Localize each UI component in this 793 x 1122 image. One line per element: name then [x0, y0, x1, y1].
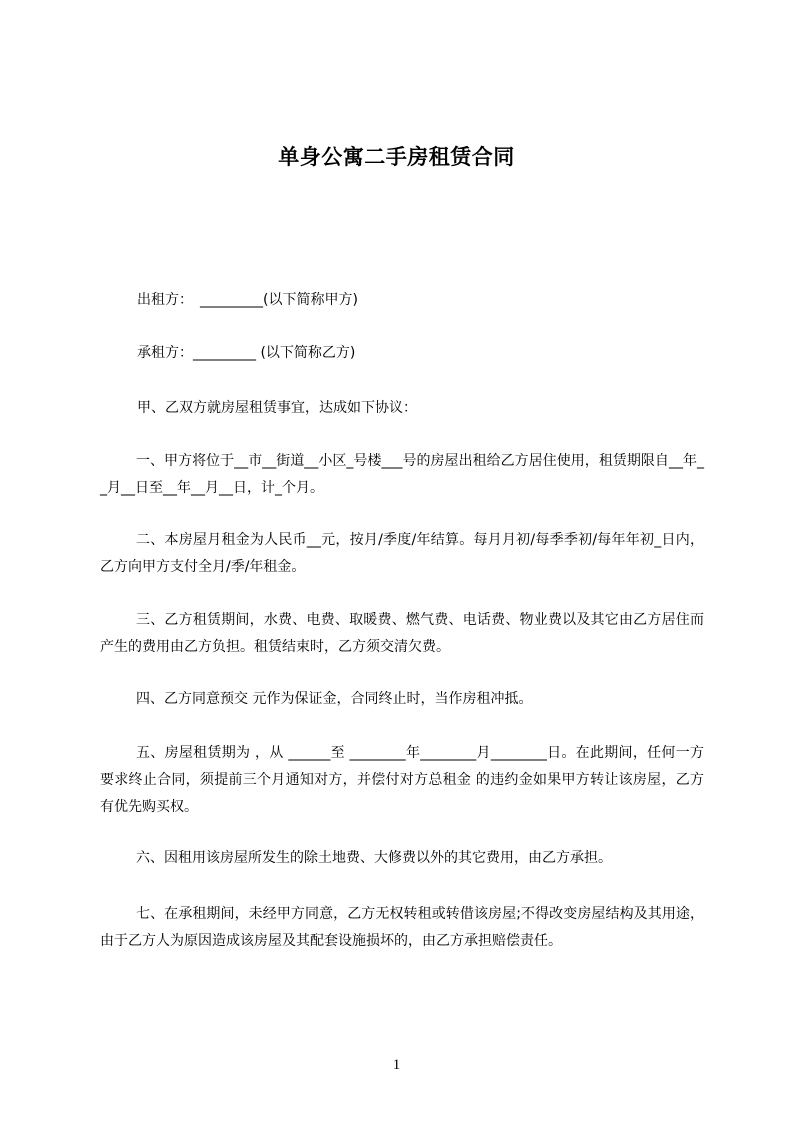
- clause-4: 四、乙方同意预交 元作为保证金，合同终止时，当作房租冲抵。: [136, 691, 533, 707]
- clause-3: 三、乙方租赁期间，水费、电费、取暖费、燃气费、电话费、物业费以及其它由乙方居住而产生的费用由乙方负担。租赁结束时，乙方须交清欠费。: [100, 612, 704, 655]
- lessee-line: 承租方：_________ (以下简称乙方): [137, 345, 356, 361]
- clause-1: 一、甲方将位于__市__街道__小区_号楼___号的房屋出租给乙方居住使用，租赁期限自__年__月__日至__年__月__日，计_个月。: [100, 453, 704, 496]
- clause-5: 五、房屋租赁期为 ，从 ______至 ________年________月________日。在此期间，任何一方要求终止合同，须提前三个月通知对方，并偿付对方总租金 的违约金如果甲方转让该房屋，乙方有优先购买权。: [100, 745, 704, 815]
- clause-6: 六、因租用该房屋所发生的除土地费、大修费以外的其它费用，由乙方承担。: [136, 850, 612, 866]
- lessor-line: 出租方： _________(以下简称甲方): [137, 292, 358, 308]
- intro-line: 甲、乙双方就房屋租赁事宜，达成如下协议：: [137, 400, 417, 416]
- page-number: 1: [392, 1057, 401, 1073]
- clause-7: 七、在承租期间，未经甲方同意，乙方无权转租或转借该房屋;不得改变房屋结构及其用途，由于乙方人为原因造成该房屋及其配套设施损坏的，由乙方承担赔偿责任。: [100, 906, 704, 949]
- document-title: 单身公寓二手房租赁合同: [278, 145, 515, 169]
- clause-2: 二、本房屋月租金为人民币__元，按月/季度/年结算。每月月初/每季季初/每年年初_日内，乙方向甲方支付全月/季/年租金。: [100, 532, 704, 575]
